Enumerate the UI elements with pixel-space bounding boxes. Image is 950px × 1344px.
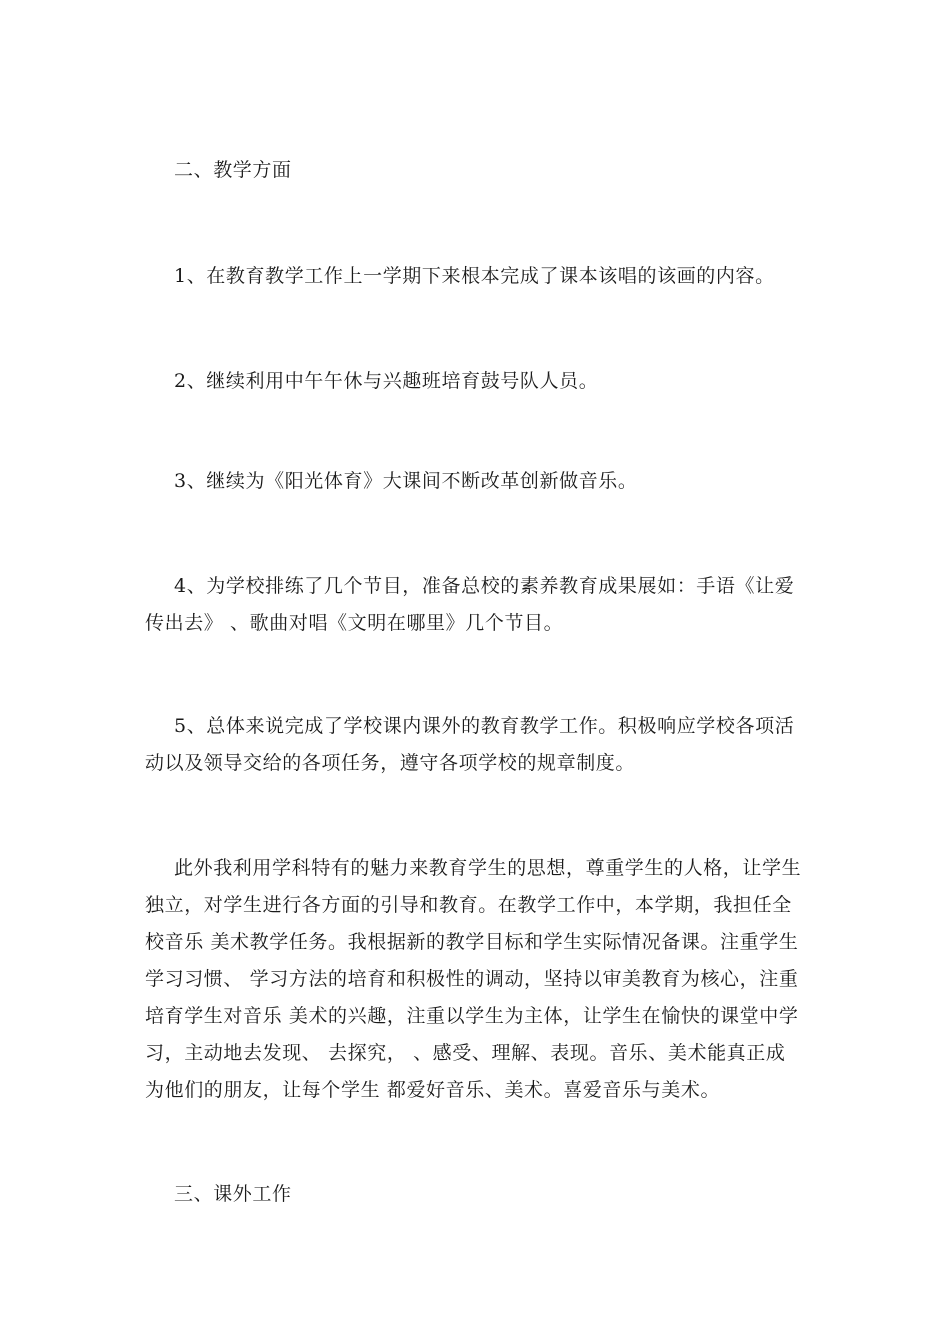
body-paragraph: 此外我利用学科特有的魅力来教育学生的思想，尊重学生的人格，让学生独立，对学生进行各方面的引导和教育。在教学工作中，本学期，我担任全校音乐 美术教学任务。我根据新的教学目标和学生实际情况备课。注重学生学习习惯、 学习方法的培育和积极性的调动，坚持以审美教育为核心，注重培育学生对音乐 美术的兴趣，注重以学生为主体，让学生在愉快的课堂中学习，主动地去发现、 去探究， 、感受、理解、表现。音乐、美术能真正成为他们的朋友，让每个学生 都爱好音乐、美术。喜爱音乐与美术。 xyxy=(145,857,802,1101)
list-item-2: 2、继续利用中午午休与兴趣班培育鼓号队人员。 xyxy=(174,370,599,392)
list-item-1: 1、在教育教学工作上一学期下来根本完成了课本该唱的该画的内容。 xyxy=(174,265,775,287)
section-heading-extracurricular: 三、课外工作 xyxy=(174,1183,292,1205)
list-item-4: 4、为学校排练了几个节目，准备总校的素养教育成果展如：手语《让爱传出去》 、歌曲对唱《文明在哪里》几个节目。 xyxy=(145,575,795,634)
section-heading-teaching: 二、教学方面 xyxy=(174,159,292,181)
list-item-3: 3、继续为《阳光体育》大课间不断改革创新做音乐。 xyxy=(174,470,638,492)
list-item-5: 5、总体来说完成了学校课内课外的教育教学工作。积极响应学校各项活动以及领导交给的各项任务，遵守各项学校的规章制度。 xyxy=(145,715,795,774)
